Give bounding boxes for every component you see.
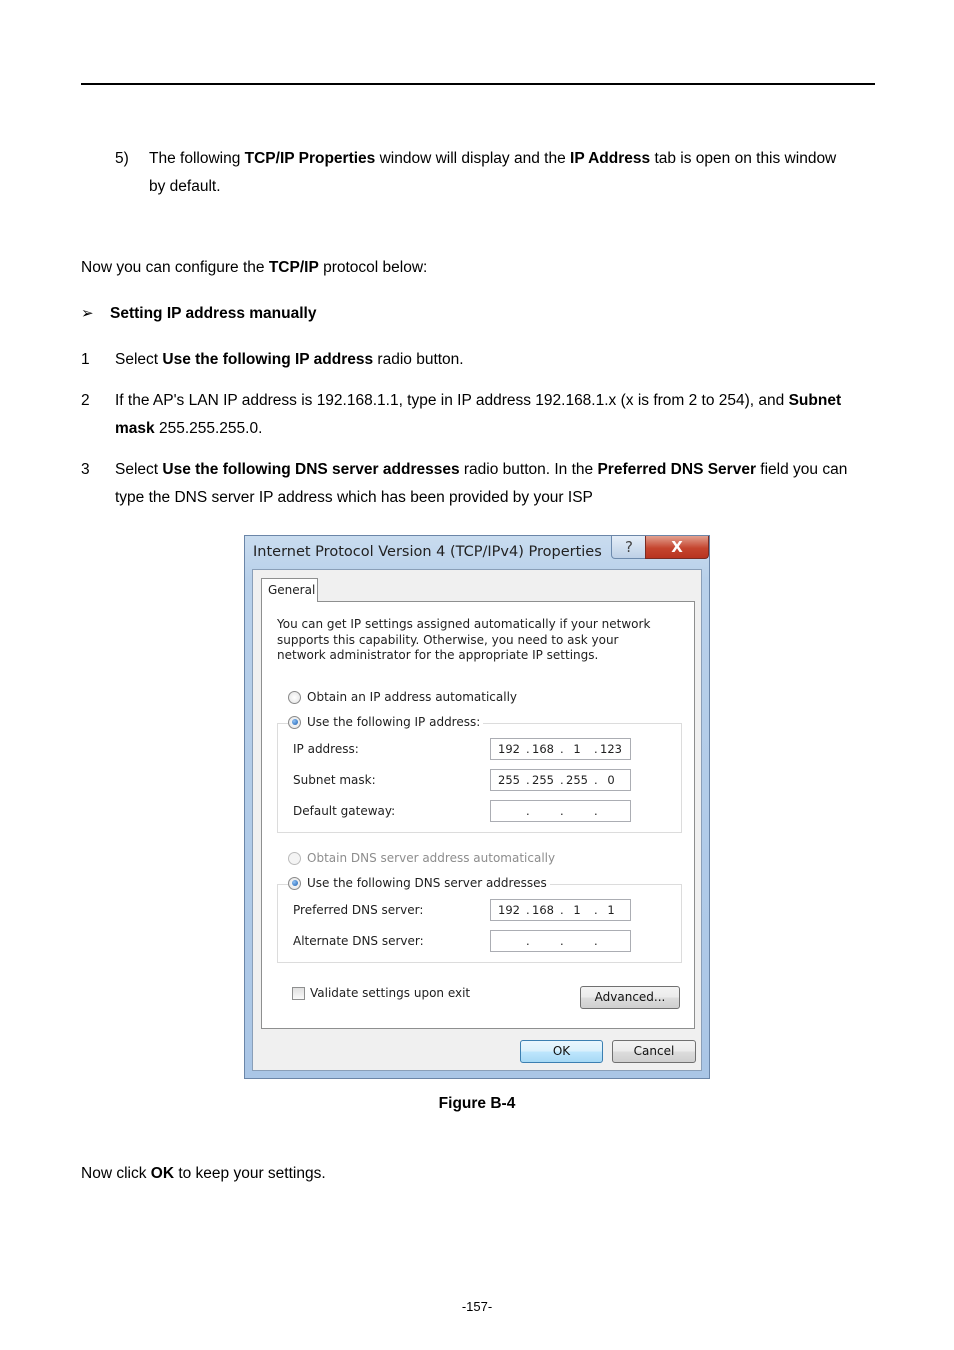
item-3-line-1: Select Use the following DNS server addresses radio button. In the Preferred DNS Server field you can (115, 461, 848, 478)
use-ip-option[interactable] (288, 715, 483, 729)
default-gateway-label: Default gateway: (293, 804, 396, 818)
dns-settings-group (277, 884, 682, 963)
tab-general[interactable]: General (261, 578, 318, 602)
ip-address-field[interactable]: 192 . 168 . 1 . 123 (490, 738, 631, 760)
help-button[interactable]: ? (611, 536, 647, 559)
use-dns-label: Use the following DNS server addresses (307, 876, 547, 890)
closing-paragraph: Now click OK to keep your settings. (81, 1165, 326, 1182)
item-2-line-1: If the AP's LAN IP address is 192.168.1.1, type in IP address 192.168.1.x (x is from 2 to 254), and Subnet (115, 392, 842, 409)
item-3-line-2: type the DNS server IP address which has been provided by your ISP (115, 489, 593, 506)
dialog-title: Internet Protocol Version 4 (TCP/IPv4) Properties (253, 544, 602, 560)
validate-option[interactable] (292, 986, 470, 1000)
validate-label: Validate settings upon exit (310, 986, 471, 1000)
use-dns-option[interactable] (288, 876, 550, 890)
preferred-dns-field[interactable]: 192 . 168 . 1 . 1 (490, 899, 631, 921)
header-rule (81, 83, 875, 85)
step-5-line-1: The following TCP/IP Properties window will display and the IP Address tab is open on this window (149, 150, 837, 167)
item-2-line-2: mask 255.255.255.0. (115, 420, 263, 437)
ip-address-label: IP address: (293, 742, 359, 756)
default-gateway-field[interactable]: . . . (490, 800, 631, 822)
section-heading: Setting IP address manually (110, 305, 317, 322)
step-5-number: 5) (115, 150, 129, 167)
close-button[interactable]: X (645, 536, 709, 559)
ok-button[interactable]: OK (520, 1040, 603, 1063)
alternate-dns-label: Alternate DNS server: (293, 934, 424, 948)
figure-caption: Figure B-4 (438, 1095, 516, 1112)
alternate-dns-field[interactable]: . . . (490, 930, 631, 952)
obtain-ip-label: Obtain an IP address automatically (307, 690, 518, 704)
subnet-mask-label: Subnet mask: (293, 773, 376, 787)
intro-description: You can get IP settings assigned automatically if your network supports this capability. Otherwise, you need to ask your network administrator for the appropriate IP settings. (277, 617, 651, 662)
obtain-dns-radio[interactable] (288, 852, 301, 865)
item-3-number: 3 (81, 461, 90, 478)
dialog-client-area (252, 569, 702, 1071)
obtain-ip-option[interactable] (288, 690, 517, 704)
arrow-bullet-icon: ➢ (81, 305, 94, 322)
use-ip-label: Use the following IP address: (307, 715, 481, 729)
preferred-dns-label: Preferred DNS server: (293, 903, 424, 917)
item-1-text: Select Use the following IP address radio button. (115, 351, 464, 368)
ip-settings-group (277, 723, 682, 833)
obtain-dns-option[interactable] (288, 851, 555, 865)
intro-paragraph: Now you can configure the TCP/IP protocol below: (81, 259, 428, 276)
obtain-ip-radio[interactable] (288, 691, 301, 704)
tcpip-properties-dialog (244, 535, 710, 1079)
page-number: -157- (461, 1299, 493, 1314)
cancel-button[interactable]: Cancel (612, 1040, 696, 1063)
obtain-dns-label: Obtain DNS server address automatically (307, 851, 556, 865)
item-1-number: 1 (81, 351, 90, 368)
subnet-mask-field[interactable]: 255 . 255 . 255 . 0 (490, 769, 631, 791)
use-ip-radio[interactable] (288, 716, 301, 729)
general-tab-panel (261, 601, 695, 1029)
advanced-button[interactable]: Advanced... (580, 986, 680, 1009)
step-5-line-2: by default. (149, 178, 221, 195)
item-2-number: 2 (81, 392, 90, 409)
use-dns-radio[interactable] (288, 877, 301, 890)
validate-checkbox[interactable] (292, 987, 305, 1000)
